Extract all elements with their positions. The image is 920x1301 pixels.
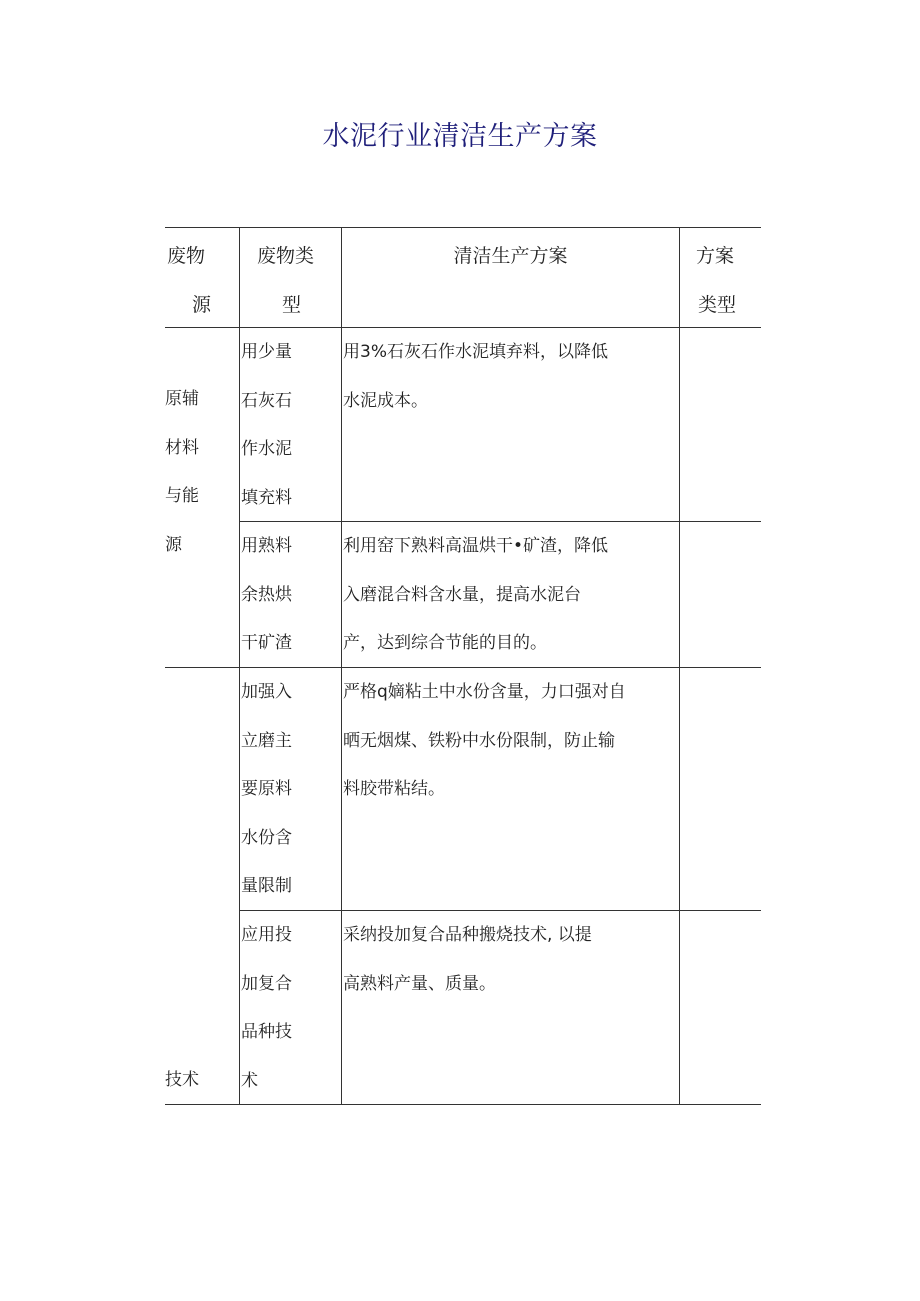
row-plan-text: 严格q嫡粘土中水份含量，力口强对自 晒无烟煤、铁粉中水份限制，防止输 料胶带粘结。 <box>343 682 626 799</box>
waste-plan-table <box>165 227 761 1105</box>
row-waste-type: 加强入 立磨主 要原料 水份含 量限制 <box>241 682 292 896</box>
row-plan-text: 采纳投加复合品种搬烧技术, 以提 高熟料产量、质量。 <box>343 925 592 994</box>
column-divider <box>239 227 240 1105</box>
row-plan-text: 用3%石灰石作水泥填弃料，以降低 水泥成本。 <box>343 342 608 411</box>
row-plan-text: 利用窑下熟料高温烘干•矿渣，降低 入磨混合料含水量，提高水泥台 产，达到综合节能的目的。 <box>343 536 609 653</box>
group-source-raw-materials: 原辅 材料 与能 源 <box>165 389 199 555</box>
column-divider <box>341 227 342 1105</box>
header-waste-type: 废物类 型 <box>257 245 315 316</box>
document-title: 水泥行业清洁生产方案 <box>322 121 598 152</box>
header-clean-production-plan: 清洁生产方案 <box>453 245 568 267</box>
header-plan-type: 方案 类型 <box>696 245 737 316</box>
row-waste-type: 应用投 加复合 品种技 术 <box>241 925 292 1091</box>
header-waste-source: 废物 源 <box>167 245 212 316</box>
group-source-technology: 技术 <box>165 1070 199 1090</box>
column-divider <box>679 227 680 1105</box>
row-waste-type: 用熟料 余热烘 干矿渣 <box>241 536 292 653</box>
row-waste-type: 用少量 石灰石 作水泥 填充料 <box>241 342 292 508</box>
table-top-rule <box>165 227 761 228</box>
